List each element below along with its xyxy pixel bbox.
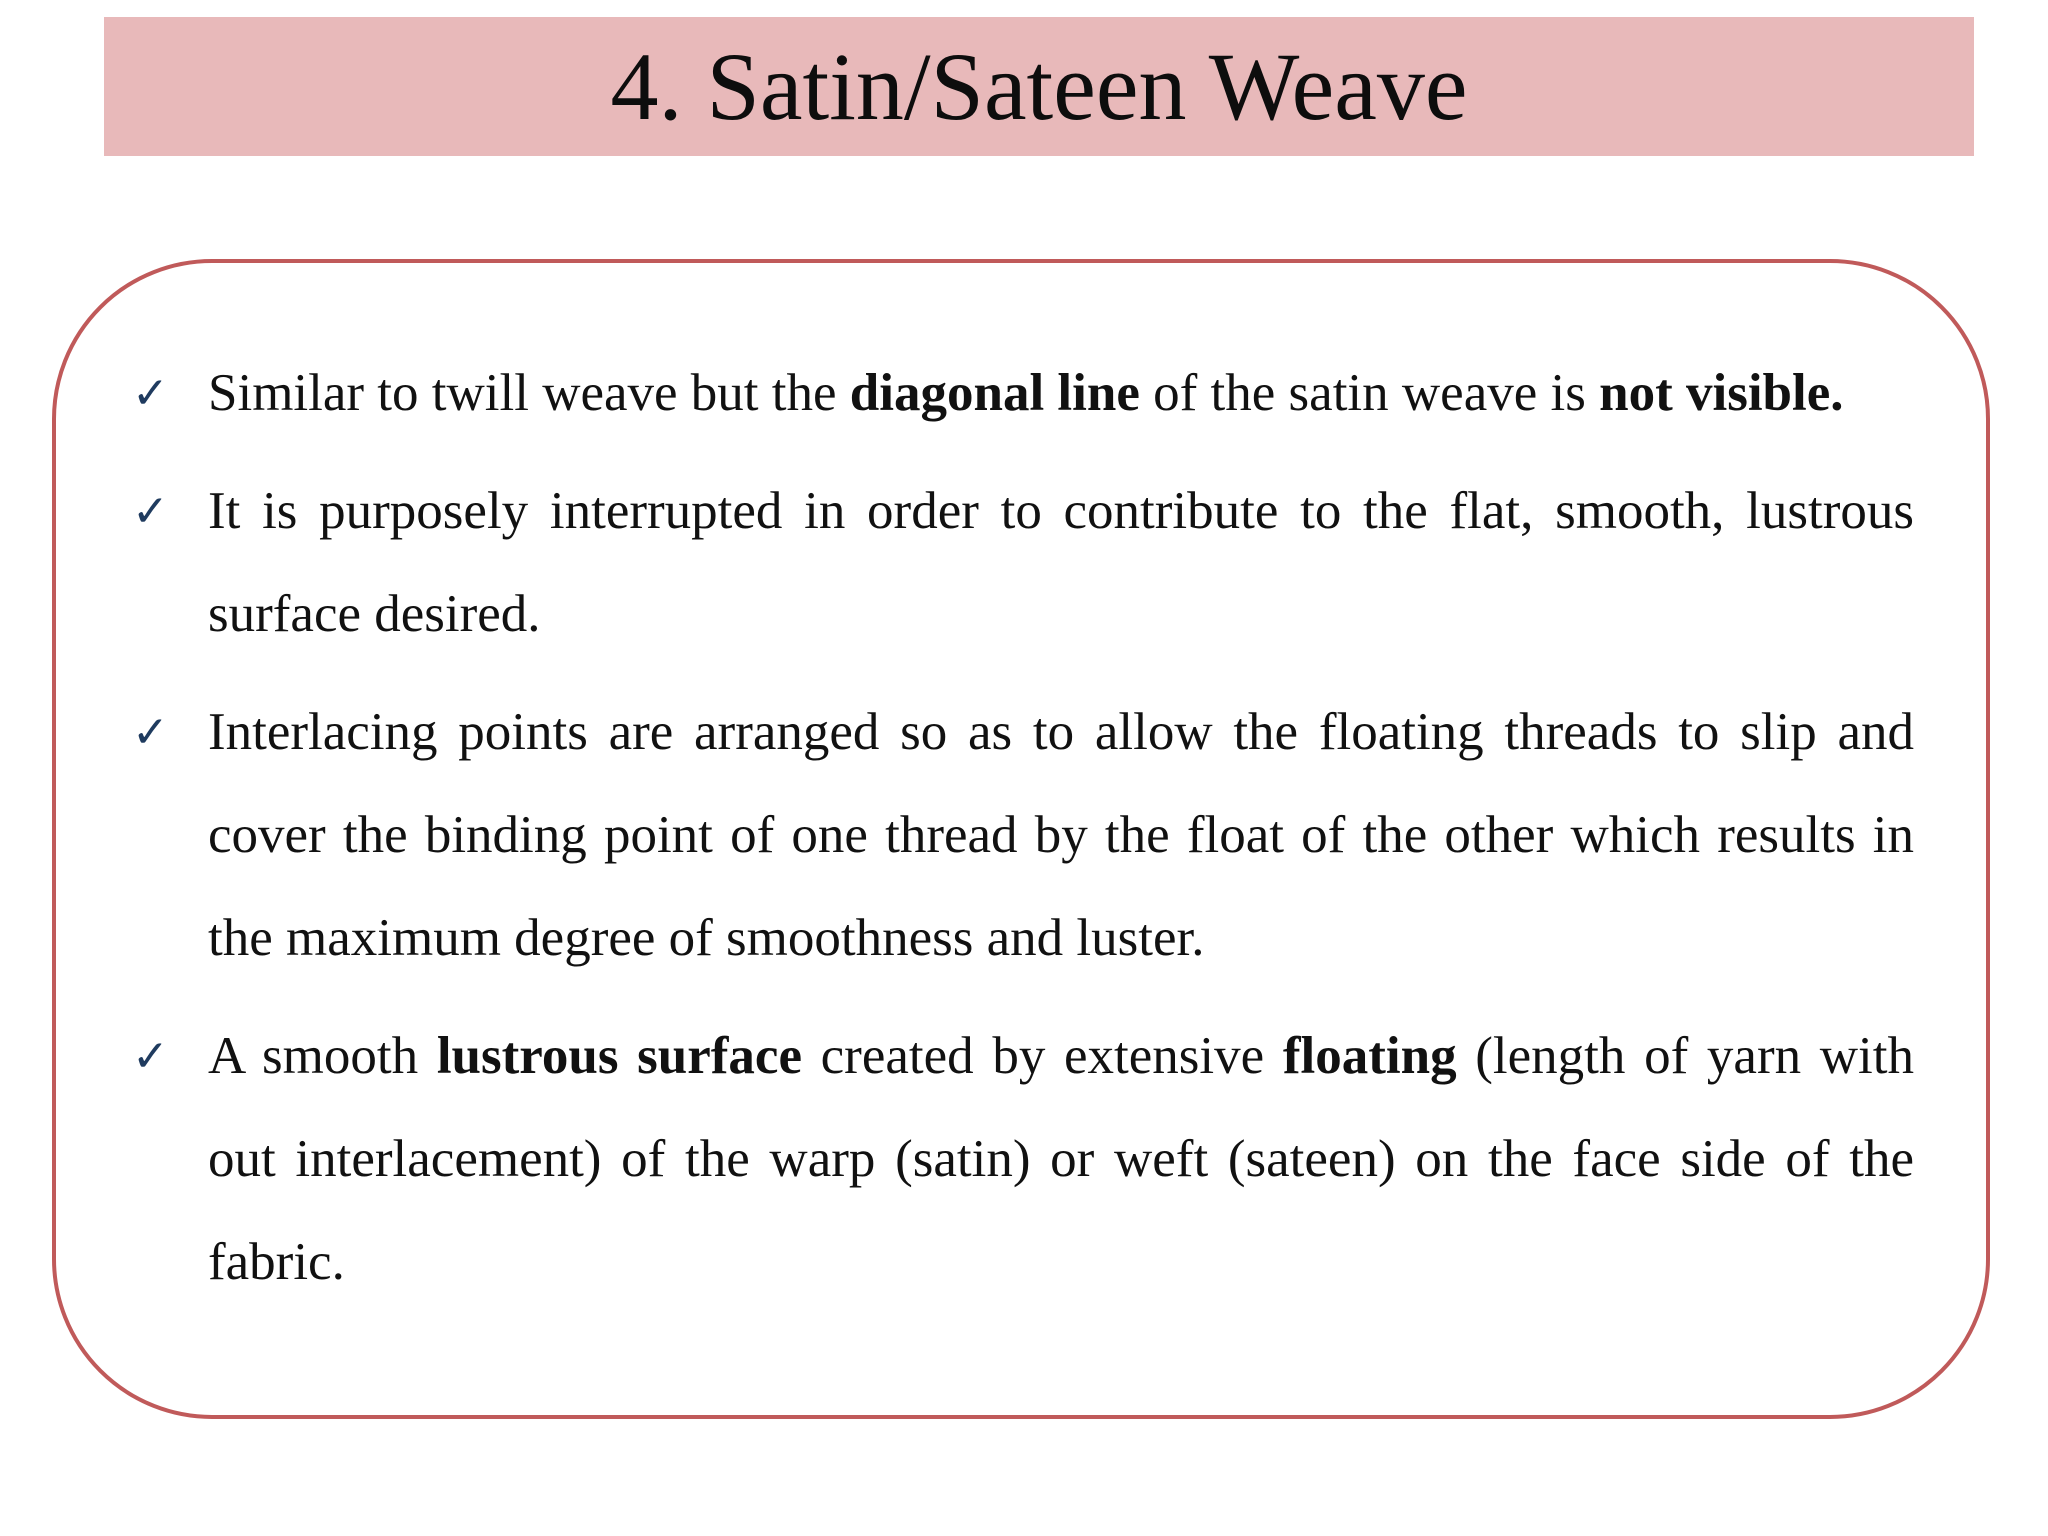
bullet-text (208, 364, 1844, 422)
text-run: created by extensive (801, 1027, 1283, 1085)
text-run: It is purposely interrupted in order to contribute to the flat, smooth, lustrous surface desired. (208, 482, 1914, 643)
bullet-item (132, 460, 1914, 666)
bold-term: lustrous surface (436, 1027, 802, 1085)
text-run: (length of yarn with out interlacement) of the warp (satin) or weft (sateen) on the face side of the fabric. (208, 1027, 1914, 1291)
text-run: A smooth (208, 1027, 437, 1085)
bold-term: diagonal line (849, 364, 1140, 422)
bullet-text (208, 1027, 1914, 1291)
check-icon: ✓ (132, 368, 169, 419)
bullet-item (132, 681, 1914, 990)
check-icon: ✓ (132, 1031, 169, 1082)
check-icon: ✓ (132, 486, 169, 537)
bold-term: floating (1282, 1027, 1457, 1085)
bullet-text (208, 703, 1914, 967)
bold-term: not visible. (1599, 364, 1844, 422)
bullet-list (132, 342, 1914, 1314)
check-icon: ✓ (132, 707, 169, 758)
slide-title: 4. Satin/Sateen Weave (610, 32, 1468, 140)
bullet-item (132, 1005, 1914, 1314)
text-run: Interlacing points are arranged so as to allow the floating threads to slip and cover the binding point of one thread by the float of the other which results in the maximum degree of smoothness and luster. (208, 703, 1914, 967)
bullet-item (132, 342, 1914, 445)
text-run: Similar to twill weave but the (208, 364, 850, 422)
bullet-text (208, 482, 1914, 643)
text-run: of the satin weave is (1139, 364, 1600, 422)
title-band (104, 17, 1974, 156)
